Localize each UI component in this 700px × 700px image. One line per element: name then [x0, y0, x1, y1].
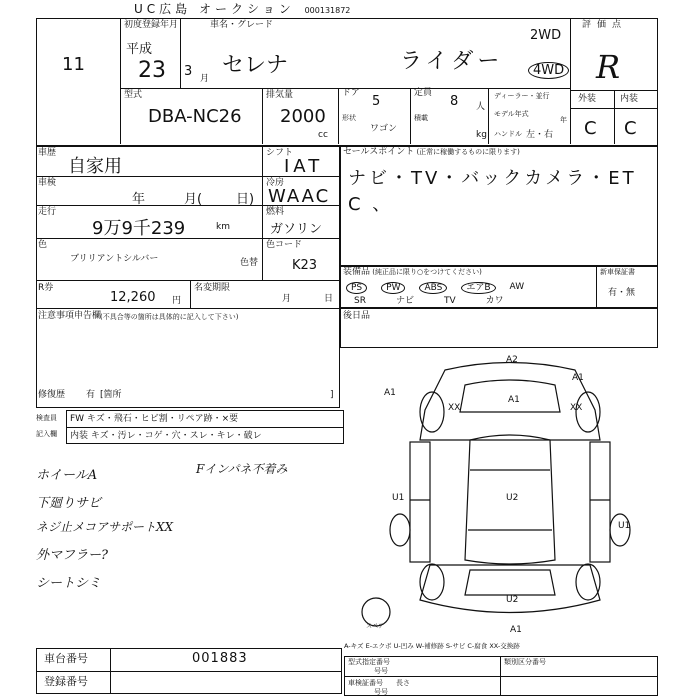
side-left [410, 442, 430, 562]
header-code: 000131872 [304, 6, 351, 15]
inspection-sheet-sub1: 長さ [396, 679, 410, 687]
car-grade: ライダー [400, 49, 504, 74]
equipment-sub: (純正品に限り○をつけてください) [372, 268, 482, 276]
damage-mark: A1 [508, 395, 520, 405]
usage-value: 自家用 [68, 156, 122, 177]
equip-item: AW [509, 282, 525, 292]
interior-score: C [624, 118, 637, 139]
equipment-bottom-row [354, 296, 504, 306]
color-code: K23 [292, 258, 318, 273]
person-unit: 人 [476, 102, 486, 112]
drive-4wd: 4WD [528, 62, 569, 79]
mileage-value: 9万9千239 [92, 218, 186, 239]
capacity-value: 8 [450, 94, 459, 109]
handle-label: ハンドル [494, 130, 522, 138]
notes-sub: (不具合等の箇所は具体的に記入して下さい) [100, 313, 239, 321]
cc-unit: cc [318, 130, 328, 140]
equip-item: PW [381, 282, 405, 294]
handwritten-note: 下廻りサビ [36, 496, 102, 511]
inspection-month: 月( [184, 192, 203, 207]
recycle-unit: 円 [172, 296, 182, 306]
header-scribble [14, 0, 350, 17]
repair-close: ] [330, 390, 334, 400]
mileage-unit: km [216, 222, 230, 232]
equip-item: ABS [419, 282, 447, 294]
spare-tire [362, 598, 390, 626]
damage-mark: XX [570, 403, 583, 413]
displacement-value: 2000 [280, 106, 326, 127]
handwritten-note: 外マフラー? [36, 548, 108, 563]
reg-month: 3 [184, 64, 193, 79]
inspector-label-1: 検査員 [36, 414, 57, 422]
exterior-label: 外装 [578, 94, 597, 104]
manual-label: 新車保証書 [600, 268, 635, 276]
color-code-label: 色コード [266, 240, 303, 250]
handwritten-note: Fインパネ不着み [196, 462, 288, 476]
name-change-day: 日 [324, 294, 334, 304]
damage-mark: A1 [510, 625, 522, 635]
sales-point-line1: ナビ・TV・バックカメラ・ET [348, 168, 637, 189]
sales-point-line2: C 、 [348, 194, 394, 215]
inspection-label: 車検 [38, 178, 57, 188]
recycle-label: R券 [38, 283, 54, 293]
after-label: 後日品 [343, 311, 371, 321]
model-value: DBA-NC26 [148, 106, 242, 127]
inspector-line-1: FW キズ・飛石・ヒビ割・リペア跡・×要 [70, 414, 239, 424]
repair-value: 有 [86, 390, 96, 400]
name-change-label: 名変期限 [194, 283, 231, 293]
equipment-top-row [346, 282, 524, 294]
damage-mark: U1 [392, 493, 405, 503]
drive-2wd: 2WD [530, 28, 562, 43]
damage-mark: XX [448, 403, 461, 413]
exterior-score: C [584, 118, 597, 139]
shape-label: 形状 [342, 114, 356, 122]
equip-item: カワ [485, 296, 504, 306]
name-change-month: 月 [282, 294, 292, 304]
cooling-label: 冷房 [266, 178, 285, 188]
wheel-rear-right [576, 564, 600, 600]
cooling-value: WAAC [268, 186, 331, 207]
chassis-value: 001883 [192, 651, 248, 666]
recycle-value: 12,260 [110, 290, 156, 305]
inspector-label-2: 記入欄 [36, 430, 57, 438]
repair-bracket: [箇所 [100, 390, 122, 400]
reg-month-unit: 月 [200, 74, 210, 84]
equip-item: SR [354, 296, 366, 306]
rating-score: R [596, 48, 621, 86]
lot-number: 11 [62, 54, 85, 75]
wheel-rear-left [420, 564, 444, 600]
load-label: 積載 [414, 114, 428, 122]
damage-mark: A2 [506, 355, 518, 365]
chassis-label: 車台番号 [44, 652, 88, 665]
designation-label: 型式指定番号 [348, 658, 390, 666]
car-damage-diagram [360, 350, 660, 640]
wheel-side-left [390, 514, 410, 546]
dealer-label: ディーラー・並行 [494, 92, 550, 100]
damage-legend: A-キズ E-エクボ U-凹み W-補修跡 S-サビ C-腐食 XX-交換跡 [344, 642, 520, 650]
equip-item: エアB [461, 282, 495, 294]
shift-label: シフト [266, 148, 294, 158]
designation-sub: 号号 [374, 667, 388, 675]
wheel-front-left [420, 392, 444, 432]
shift-value: IAT [284, 156, 324, 177]
model-year-label: モデル年式 [494, 110, 529, 118]
spare-label: スペア [366, 623, 385, 630]
reg-era: 平成 [126, 42, 153, 57]
color-label: 色 [38, 240, 48, 250]
sales-point-sub: (正常に稼働するものに限ります) [416, 148, 520, 156]
damage-mark: U2 [506, 595, 519, 605]
equipment-label: 装備品 [343, 267, 371, 277]
model-label: 型式 [124, 90, 143, 100]
fuel-label: 燃料 [266, 207, 285, 217]
color-swap-label: 色替 [240, 258, 259, 268]
interior-label: 内装 [620, 94, 639, 104]
kg-unit: kg [476, 130, 487, 140]
doors-label: ドア [342, 88, 360, 98]
damage-mark: U2 [506, 493, 519, 503]
handwritten-note: ホイールA [36, 468, 98, 483]
fuel-value: ガソリン [270, 222, 323, 237]
after-box [340, 308, 658, 348]
rear-hatch [420, 565, 600, 613]
equip-item: TV [443, 296, 456, 306]
category-label: 類別区分番号 [504, 658, 546, 666]
side-right [590, 442, 610, 562]
reg-year: 23 [138, 58, 166, 83]
doors-value: 5 [372, 94, 381, 109]
car-name: セレナ [222, 53, 289, 78]
reg-label: 初度登録年月 [124, 20, 179, 30]
manual-value: 有・無 [608, 288, 636, 298]
inspection-day: 日) [236, 192, 255, 207]
inspector-line-2: 内装 キズ・汚レ・コゲ・穴・スレ・キレ・破レ [70, 431, 262, 441]
equip-item: ナビ [395, 296, 414, 306]
capacity-label: 定員 [414, 88, 433, 98]
notes-header: 注意事項申告欄 [38, 311, 102, 321]
handle-value: 左・右 [526, 130, 554, 140]
repair-label: 修復歴 [38, 390, 66, 400]
damage-mark: A1 [384, 388, 396, 398]
displacement-label: 排気量 [266, 90, 294, 100]
usage-label: 車歴 [38, 148, 57, 158]
year-unit: 年 [560, 116, 567, 124]
color-value: ブリリアントシルバー [70, 254, 159, 264]
inspection-sheet-sub2: 号号 [374, 688, 388, 696]
rear-window [465, 570, 555, 595]
sales-point-label: セールスポイント [343, 147, 415, 157]
damage-mark: A1 [572, 373, 584, 383]
inspection-year: 年 [132, 192, 146, 207]
equip-item: PS [346, 282, 367, 294]
plate-label: 登録番号 [44, 675, 88, 688]
damage-mark: U1 [618, 521, 631, 531]
inspection-sheet-label: 車検証番号 [348, 679, 383, 687]
rating-label: 評価点 [582, 20, 628, 30]
handwritten-note: シートシミ [36, 576, 102, 591]
shape-value: ワゴン [370, 124, 398, 134]
header-title: UC広島 オークション [134, 2, 295, 16]
car-name-label: 車名・グレード [210, 20, 274, 30]
handwritten-note: ネジ止メコアサポートXX [36, 520, 174, 534]
mileage-label: 走行 [38, 207, 57, 217]
